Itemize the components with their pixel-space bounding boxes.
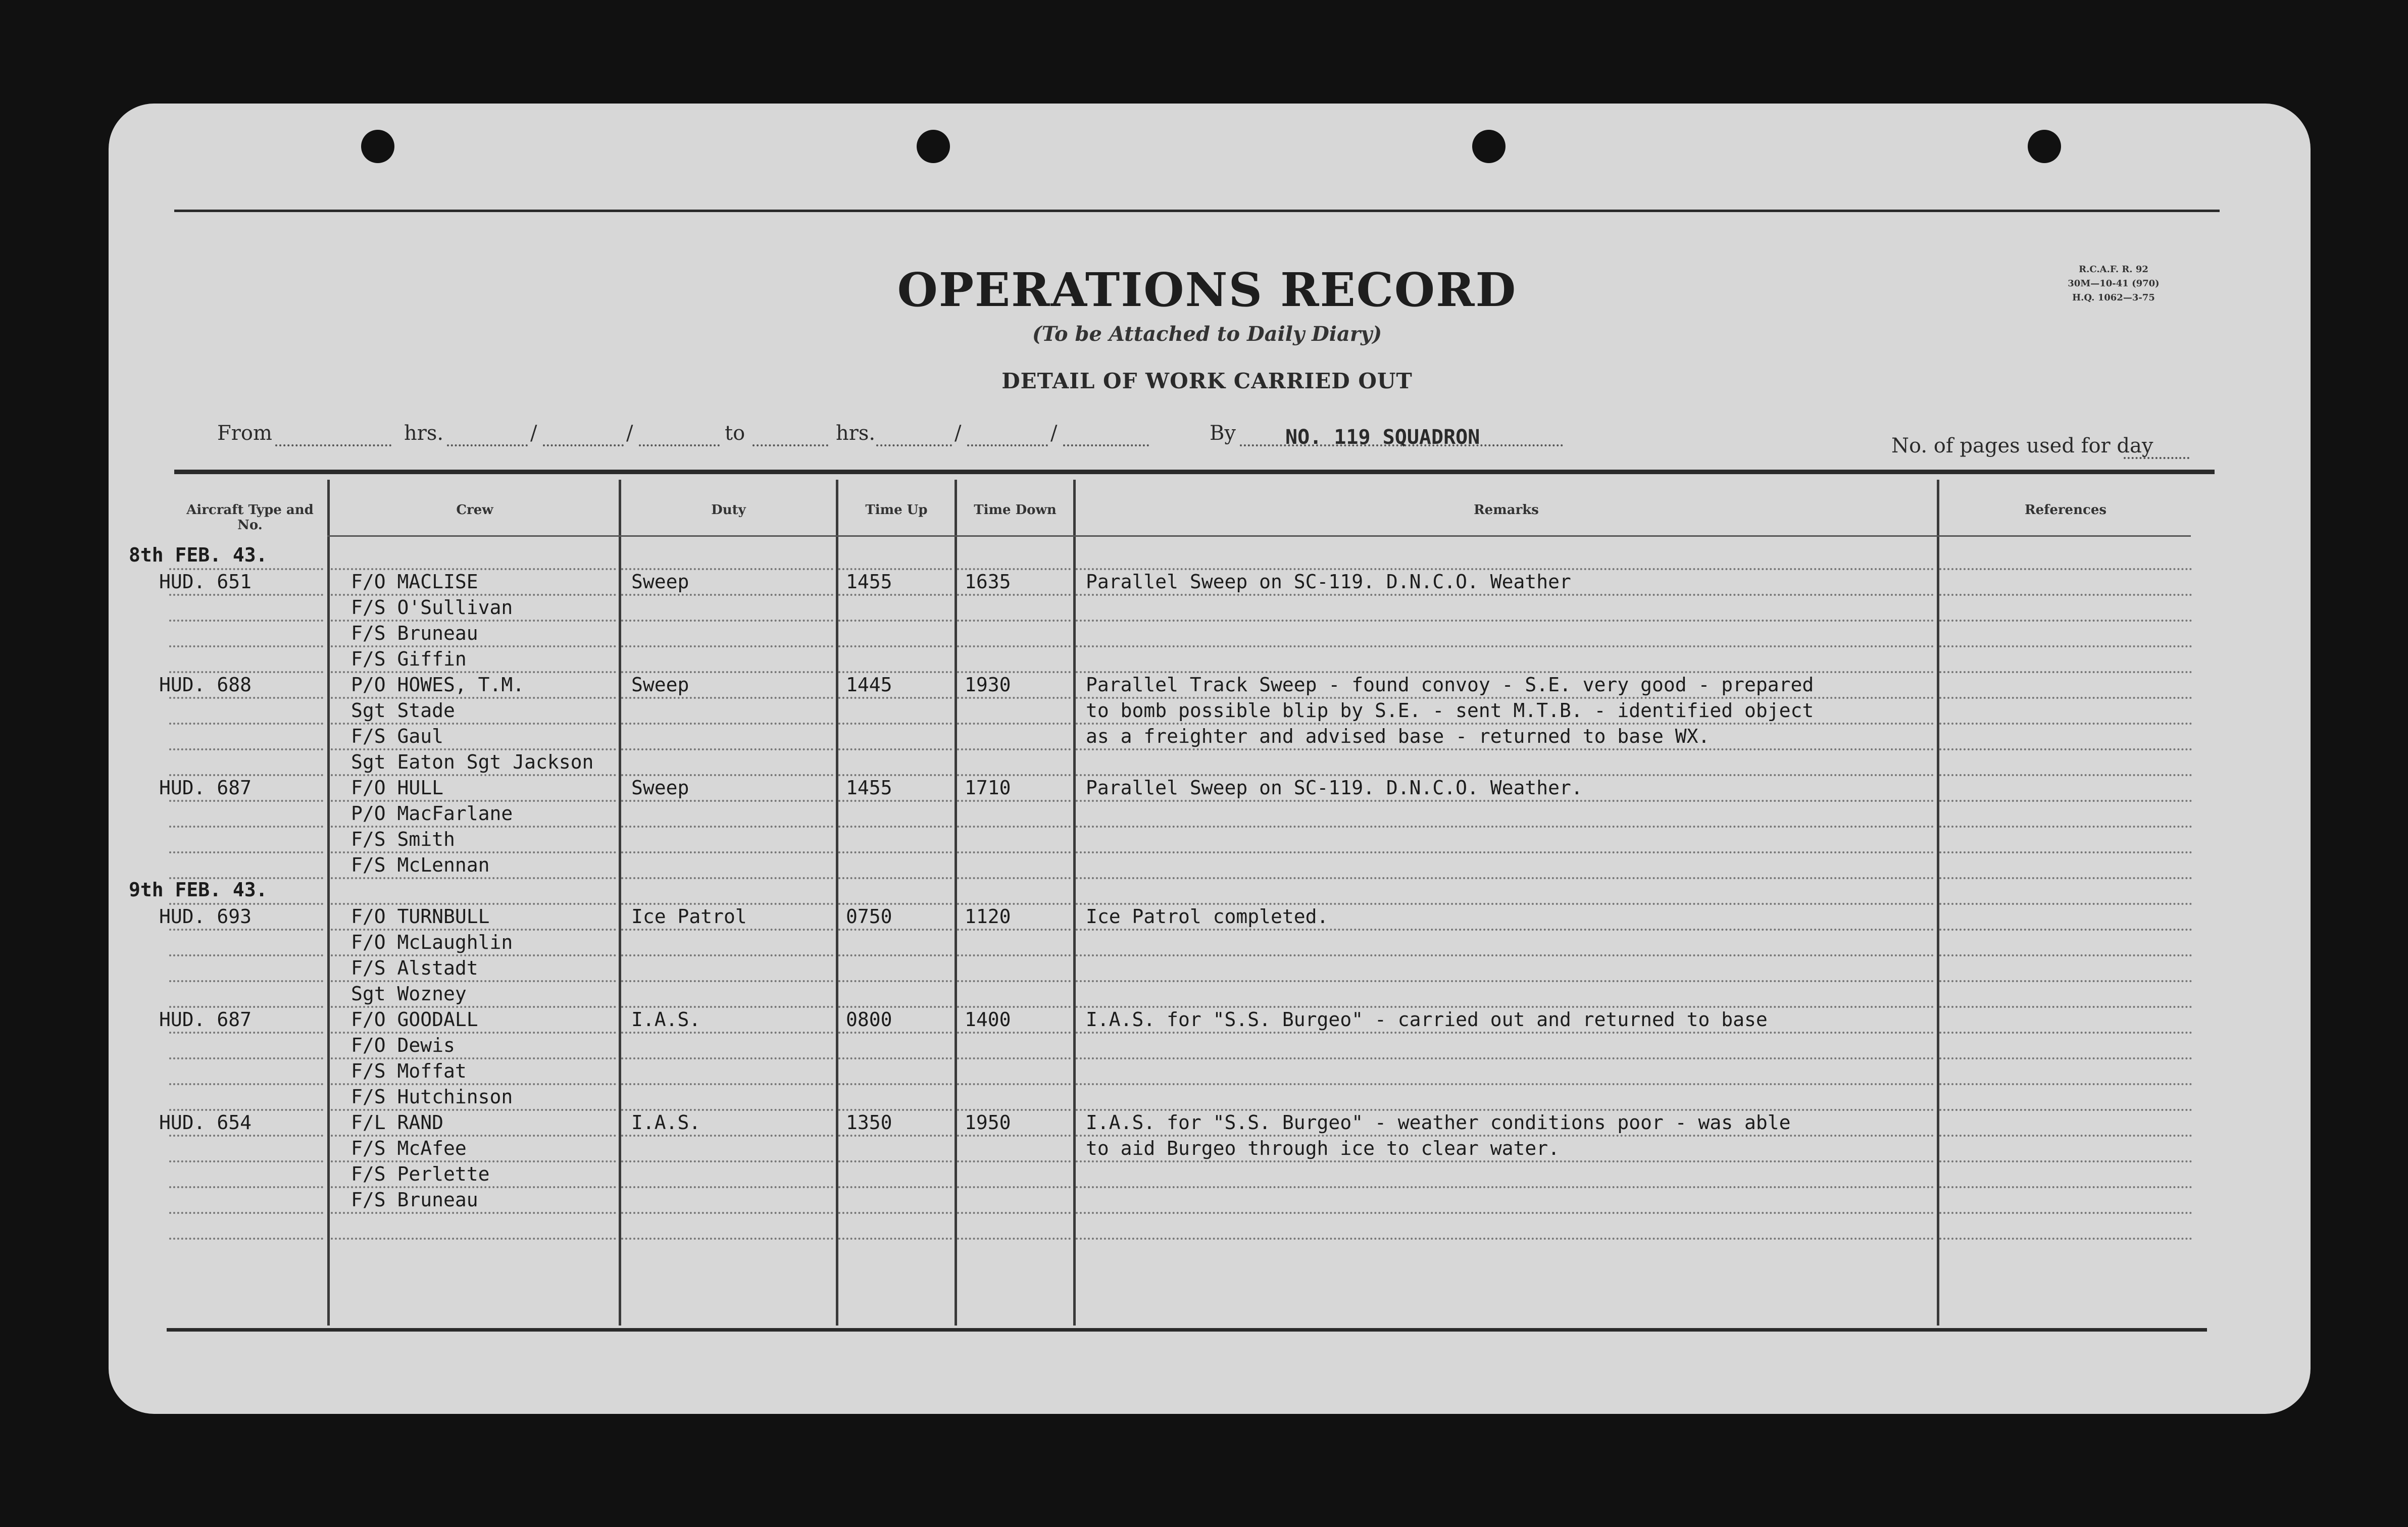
ruling-line [1076,697,1934,699]
ruling-line [1076,1057,1934,1059]
remarks-line: Parallel Sweep on SC-119. D.N.C.O. Weather [1086,571,1571,593]
date-dots [967,444,1048,446]
ruling-line [331,929,616,931]
operations-record-card [109,104,2311,1414]
ruling-line [331,1135,616,1137]
ruling-line [169,954,323,956]
ruling-line [1939,1135,2192,1137]
ruling-line [1076,671,1934,673]
ruling-line [1939,645,2192,647]
ruling-line [331,1160,616,1162]
duty-value: Sweep [631,777,689,799]
time-up-value: 0750 [846,905,892,928]
ruling-line [331,645,616,647]
aircraft-number: HUD. 687 [159,1008,252,1031]
table-bottom-rule [167,1328,2207,1332]
ruling-line [621,1057,833,1059]
ruling-line [331,1238,616,1240]
ruling-line [169,1083,323,1085]
ruling-line [957,851,1071,853]
to-dots [752,444,828,446]
ruling-line [331,1083,616,1085]
form-code: R.C.A.F. R. 92 30M—10-41 (970) H.Q. 1062—3-75 [2068,264,2160,303]
ruling-line [838,954,952,956]
ruling-line [1076,954,1934,956]
ruling-line [957,929,1071,931]
ruling-line [1939,877,2192,879]
crew-member: F/O McLaughlin [351,931,513,953]
column-header-time-up: Time Up [865,502,928,518]
crew-member: F/O HULL [351,777,444,799]
ruling-line [169,620,323,622]
time-up-value: 1445 [846,674,892,696]
ruling-line [957,1109,1071,1111]
crew-member: F/O Dewis [351,1034,455,1056]
ruling-line [1076,929,1934,931]
ruling-line [1076,1160,1934,1162]
crew-member: F/O TURNBULL [351,905,490,928]
squadron-value: NO. 119 SQUADRON [1285,426,1480,449]
crew-member: F/O GOODALL [351,1008,478,1031]
ruling-line [838,723,952,725]
aircraft-number: HUD. 693 [159,905,252,928]
duty-value: Sweep [631,571,689,593]
ruling-line [1939,1186,2192,1188]
ruling-line [957,697,1071,699]
ruling-line [331,1186,616,1188]
crew-member: F/S O'Sullivan [351,596,513,619]
ruling-line [838,1212,952,1214]
ruling-line [838,877,952,879]
crew-member: Sgt Stade [351,699,455,722]
date-dots [1063,444,1149,446]
ruling-line [1939,594,2192,596]
ruling-line [621,697,833,699]
ruling-line [1939,929,2192,931]
ruling-line [331,1032,616,1034]
remarks-line: Ice Patrol completed. [1086,905,1329,928]
ruling-line [331,774,616,776]
ruling-line [331,800,616,802]
remarks-line: I.A.S. for "S.S. Burgeo" - weather conditions poor - was able [1086,1111,1791,1134]
ruling-line [1076,774,1934,776]
column-header-references: References [2024,502,2107,518]
ruling-line [621,929,833,931]
time-up-value: 1455 [846,571,892,593]
ruling-line [838,620,952,622]
crew-member: F/S Hutchinson [351,1086,513,1108]
time-up-value: 0800 [846,1008,892,1031]
crew-member: F/S Gaul [351,725,444,747]
ruling-line [331,1057,616,1059]
ruling-line [957,774,1071,776]
ruling-line [331,697,616,699]
remarks-line: Parallel Sweep on SC-119. D.N.C.O. Weather. [1086,777,1583,799]
crew-member: F/S Perlette [351,1163,490,1185]
pages-label: No. of pages used for day [1891,434,2153,457]
ruling-line [1939,1083,2192,1085]
crew-member: F/L RAND [351,1111,444,1134]
ruling-line [957,568,1071,570]
ruling-line [169,697,323,699]
ruling-line [838,1032,952,1034]
ruling-line [169,826,323,828]
ruling-line [957,671,1071,673]
ruling-line [169,1135,323,1137]
column-header-time-down: Time Down [974,502,1057,518]
crew-member: F/S McAfee [351,1137,467,1159]
crew-member: F/S Smith [351,828,455,850]
crew-member: Sgt Eaton Sgt Jackson [351,751,594,773]
time-down-value: 1930 [965,674,1011,696]
ruling-line [169,1006,323,1008]
ruling-line [838,980,952,982]
ruling-line [1076,903,1934,905]
page-subtitle: (To be Attached to Daily Diary) [1032,322,1382,346]
ruling-line [621,568,833,570]
ruling-line [957,1212,1071,1214]
slash: / [1050,422,1058,445]
ruling-line [621,594,833,596]
binder-hole [361,130,394,163]
binder-hole [917,130,950,163]
ruling-line [1939,1238,2192,1240]
crew-member: Sgt Wozney [351,983,467,1005]
ruling-line [169,851,323,853]
aircraft-number: HUD. 688 [159,674,252,696]
binder-hole [2028,130,2061,163]
from-dots [275,444,391,446]
ruling-line [169,1160,323,1162]
hrs-dots [876,444,952,446]
duty-value: Sweep [631,674,689,696]
ruling-line [331,954,616,956]
ruling-line [621,1006,833,1008]
ruling-line [838,594,952,596]
ruling-line [331,1212,616,1214]
to-label: to [725,422,745,445]
ruling-line [957,645,1071,647]
time-down-value: 1400 [965,1008,1011,1031]
ruling-line [331,903,616,905]
ruling-line [1939,697,2192,699]
top-rule [174,210,2220,212]
ruling-line [1076,1135,1934,1137]
crew-member: F/S Giffin [351,648,467,670]
ruling-line [621,1135,833,1137]
ruling-line [621,1212,833,1214]
ruling-line [1076,1186,1934,1188]
ruling-line [1076,851,1934,853]
ruling-line [1076,645,1934,647]
time-down-value: 1950 [965,1111,1011,1134]
ruling-line [169,800,323,802]
ruling-line [1939,1032,2192,1034]
ruling-line [331,620,616,622]
header-divider [327,535,2191,537]
ruling-line [169,980,323,982]
ruling-line [169,1238,323,1240]
ruling-line [331,877,616,879]
ruling-line [621,748,833,750]
ruling-line [838,826,952,828]
ruling-line [169,929,323,931]
ruling-line [169,568,323,570]
hrs-label: hrs. [404,422,444,445]
ruling-line [1939,1109,2192,1111]
ruling-line [1939,568,2192,570]
ruling-line [621,1186,833,1188]
ruling-line [957,1186,1071,1188]
ruling-line [169,671,323,673]
time-down-value: 1710 [965,777,1011,799]
ruling-line [1076,1006,1934,1008]
ruling-line [838,903,952,905]
ruling-line [169,1057,323,1059]
ruling-line [621,620,833,622]
column-header-duty: Duty [711,502,746,518]
ruling-line [1076,1212,1934,1214]
ruling-line [331,826,616,828]
ruling-line [838,1186,952,1188]
time-down-value: 1120 [965,905,1011,928]
ruling-line [838,1109,952,1111]
page-title: OPERATIONS RECORD [897,263,1517,317]
time-down-value: 1635 [965,571,1011,593]
ruling-line [169,594,323,596]
ruling-line [957,800,1071,802]
ruling-line [621,1032,833,1034]
ruling-line [331,748,616,750]
ruling-line [1939,903,2192,905]
crew-member: F/S Bruneau [351,1189,478,1211]
crew-member: F/S McLennan [351,854,490,876]
ruling-line [1076,723,1934,725]
slash: / [530,422,537,445]
date-heading: 9th FEB. 43. [129,879,268,901]
ruling-line [169,1212,323,1214]
ruling-line [1939,620,2192,622]
ruling-line [838,1057,952,1059]
ruling-line [169,748,323,750]
date-heading: 8th FEB. 43. [129,544,268,566]
ruling-line [1939,1160,2192,1162]
ruling-line [621,800,833,802]
slash: / [955,422,962,445]
ruling-line [838,1238,952,1240]
ruling-line [331,568,616,570]
ruling-line [331,980,616,982]
ruling-line [838,1135,952,1137]
ruling-line [621,1238,833,1240]
ruling-line [331,723,616,725]
date-dots [639,444,720,446]
ruling-line [957,1057,1071,1059]
ruling-line [621,903,833,905]
ruling-line [1939,1057,2192,1059]
crew-member: F/O MACLISE [351,571,478,593]
ruling-line [838,929,952,931]
ruling-line [331,851,616,853]
ruling-line [1939,800,2192,802]
ruling-line [838,1006,952,1008]
ruling-line [957,1135,1071,1137]
remarks-line: to aid Burgeo through ice to clear water. [1086,1137,1560,1159]
ruling-line [957,620,1071,622]
aircraft-number: HUD. 654 [159,1111,252,1134]
crew-member: P/O MacFarlane [351,802,513,825]
column-divider [327,480,330,1326]
ruling-line [838,697,952,699]
ruling-line [957,954,1071,956]
crew-member: F/S Alstadt [351,957,478,979]
ruling-line [621,954,833,956]
crew-member: F/S Bruneau [351,622,478,644]
ruling-line [1076,1109,1934,1111]
aircraft-number: HUD. 651 [159,571,252,593]
aircraft-number: HUD. 687 [159,777,252,799]
ruling-line [957,1006,1071,1008]
ruling-line [838,671,952,673]
ruling-line [838,851,952,853]
hrs-dots [447,444,528,446]
ruling-line [1076,826,1934,828]
duty-value: I.A.S. [631,1111,701,1134]
ruling-line [621,1160,833,1162]
duty-value: I.A.S. [631,1008,701,1031]
ruling-line [621,671,833,673]
ruling-line [957,748,1071,750]
time-up-value: 1455 [846,777,892,799]
ruling-line [621,980,833,982]
ruling-line [1076,1032,1934,1034]
ruling-line [1939,774,2192,776]
ruling-line [838,774,952,776]
table-top-rule [174,470,2215,474]
ruling-line [169,774,323,776]
ruling-line [331,594,616,596]
detail-heading: DETAIL OF WORK CARRIED OUT [1001,369,1413,393]
ruling-line [957,877,1071,879]
ruling-line [331,1109,616,1111]
column-header-aircraft: Aircraft Type and No. [186,502,314,533]
ruling-line [169,645,323,647]
ruling-line [1939,748,2192,750]
ruling-line [957,723,1071,725]
ruling-line [1076,748,1934,750]
ruling-line [1076,594,1934,596]
slash: / [626,422,633,445]
ruling-line [838,1160,952,1162]
remarks-line: I.A.S. for "S.S. Burgeo" - carried out and returned to base [1086,1008,1768,1031]
ruling-line [838,748,952,750]
ruling-line [957,594,1071,596]
ruling-line [1076,800,1934,802]
ruling-line [957,1083,1071,1085]
ruling-line [621,1109,833,1111]
crew-member: P/O HOWES, T.M. [351,674,525,696]
duty-value: Ice Patrol [631,905,747,928]
ruling-line [169,723,323,725]
ruling-line [621,851,833,853]
ruling-line [169,1032,323,1034]
ruling-line [331,671,616,673]
crew-member: F/S Moffat [351,1060,467,1082]
hrs-label: hrs. [836,422,876,445]
ruling-line [1076,980,1934,982]
remarks-line: to bomb possible blip by S.E. - sent M.T.B. - identified object [1086,699,1814,722]
from-label: From [217,422,272,445]
ruling-line [957,903,1071,905]
ruling-line [169,1109,323,1111]
ruling-line [957,826,1071,828]
ruling-line [838,800,952,802]
ruling-line [957,1238,1071,1240]
pages-dots [2124,457,2189,459]
remarks-line: Parallel Track Sweep - found convoy - S.E. very good - prepared [1086,674,1814,696]
ruling-line [331,1006,616,1008]
ruling-line [621,826,833,828]
ruling-line [169,877,323,879]
ruling-line [1076,620,1934,622]
ruling-line [838,568,952,570]
ruling-line [957,1160,1071,1162]
ruling-line [621,877,833,879]
column-header-remarks: Remarks [1474,502,1539,518]
ruling-line [1076,1238,1934,1240]
column-header-crew: Crew [456,502,493,518]
ruling-line [838,1083,952,1085]
ruling-line [1076,1083,1934,1085]
by-label: By [1210,422,1236,445]
ruling-line [169,1186,323,1188]
ruling-line [1939,851,2192,853]
ruling-line [169,903,323,905]
ruling-line [1939,1212,2192,1214]
ruling-line [1076,568,1934,570]
ruling-line [1076,877,1934,879]
time-up-value: 1350 [846,1111,892,1134]
ruling-line [621,1083,833,1085]
ruling-line [621,774,833,776]
ruling-line [621,645,833,647]
ruling-line [1939,826,2192,828]
ruling-line [838,645,952,647]
ruling-line [1939,723,2192,725]
binder-hole [1472,130,1506,163]
date-dots [543,444,624,446]
ruling-line [1939,1006,2192,1008]
ruling-line [1939,954,2192,956]
ruling-line [621,723,833,725]
remarks-line: as a freighter and advised base - returned to base WX. [1086,725,1710,747]
ruling-line [957,1032,1071,1034]
ruling-line [957,980,1071,982]
ruling-line [1939,671,2192,673]
ruling-line [1939,980,2192,982]
